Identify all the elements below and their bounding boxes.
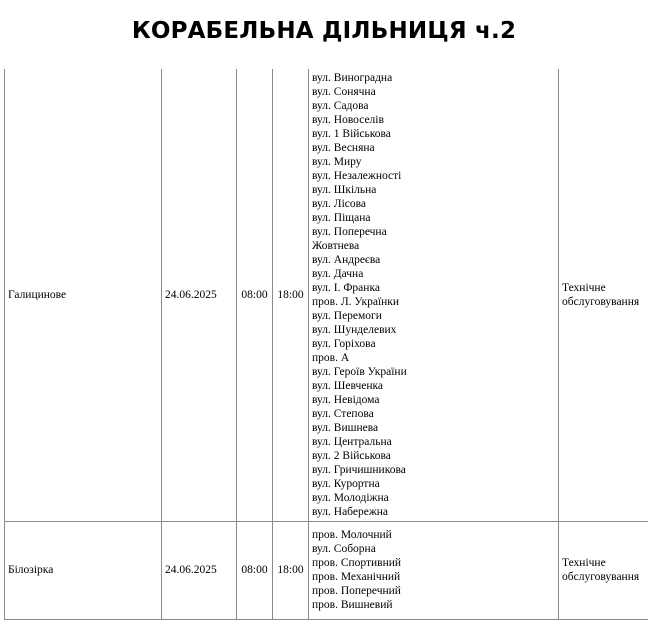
street-item: вул. Невідома <box>312 393 555 407</box>
outage-schedule-table <box>4 69 648 620</box>
street-item: вул. Миру <box>312 155 555 169</box>
street-item: вул. Горіхова <box>312 337 555 351</box>
street-item: вул. Весняна <box>312 141 555 155</box>
streets-cell <box>309 69 559 521</box>
time-from-cell: 08:00 <box>237 69 273 521</box>
street-item: вул. Степова <box>312 407 555 421</box>
street-item: вул. Піщана <box>312 211 555 225</box>
reason-line-1: Технічне <box>562 281 646 295</box>
street-item: пров. Поперечний <box>312 584 555 598</box>
street-item: вул. Андреєва <box>312 253 555 267</box>
date-cell: 24.06.2025 <box>162 69 237 521</box>
street-item: вул. Лісова <box>312 197 555 211</box>
street-list <box>312 71 555 519</box>
street-item: вул. Центральна <box>312 435 555 449</box>
street-item: вул. Курортна <box>312 477 555 491</box>
streets-cell <box>309 521 559 619</box>
date-cell: 24.06.2025 <box>162 521 237 619</box>
street-item: пров. Спортивний <box>312 556 555 570</box>
street-item: пров. А <box>312 351 555 365</box>
reason-line-1: Технічне <box>562 556 646 570</box>
street-item: вул. Новоселів <box>312 113 555 127</box>
street-item: пров. Л. Українки <box>312 295 555 309</box>
street-item: вул. 1 Військова <box>312 127 555 141</box>
street-item: вул. Вишнева <box>312 421 555 435</box>
street-item: вул. Незалежності <box>312 169 555 183</box>
street-item: вул. Шунделевих <box>312 323 555 337</box>
street-item: вул. Поперечна <box>312 225 555 239</box>
reason-line-2: обслуговування <box>562 570 646 584</box>
street-item: вул. Набережна <box>312 505 555 519</box>
street-item: пров. Механічний <box>312 570 555 584</box>
street-item: вул. Шевченка <box>312 379 555 393</box>
table-row-bilozirka <box>5 521 648 619</box>
settlement-cell: Галицинове <box>5 69 162 521</box>
street-item: вул. Дачна <box>312 267 555 281</box>
time-from-cell: 08:00 <box>237 521 273 619</box>
reason-cell <box>559 69 648 521</box>
street-item: Жовтнева <box>312 239 555 253</box>
street-item: вул. Соборна <box>312 542 555 556</box>
street-item: вул. Шкільна <box>312 183 555 197</box>
time-to-cell: 18:00 <box>273 69 309 521</box>
table-row-galytsynove <box>5 69 648 521</box>
street-item: вул. Героїв України <box>312 365 555 379</box>
reason-cell <box>559 521 648 619</box>
street-item: вул. 2 Військова <box>312 449 555 463</box>
page-title: КОРАБЕЛЬНА ДІЛЬНИЦЯ ч.2 <box>0 18 648 44</box>
settlement-cell: Білозірка <box>5 521 162 619</box>
street-item: вул. Перемоги <box>312 309 555 323</box>
street-item: вул. І. Франка <box>312 281 555 295</box>
street-item: вул. Виноградна <box>312 71 555 85</box>
street-list <box>312 528 555 612</box>
time-to-cell: 18:00 <box>273 521 309 619</box>
street-item: вул. Садова <box>312 99 555 113</box>
street-item: пров. Молочний <box>312 528 555 542</box>
reason-line-2: обслуговування <box>562 295 646 309</box>
street-item: вул. Гричишникова <box>312 463 555 477</box>
street-item: пров. Вишневий <box>312 598 555 612</box>
street-item: вул. Молодіжна <box>312 491 555 505</box>
street-item: вул. Сонячна <box>312 85 555 99</box>
